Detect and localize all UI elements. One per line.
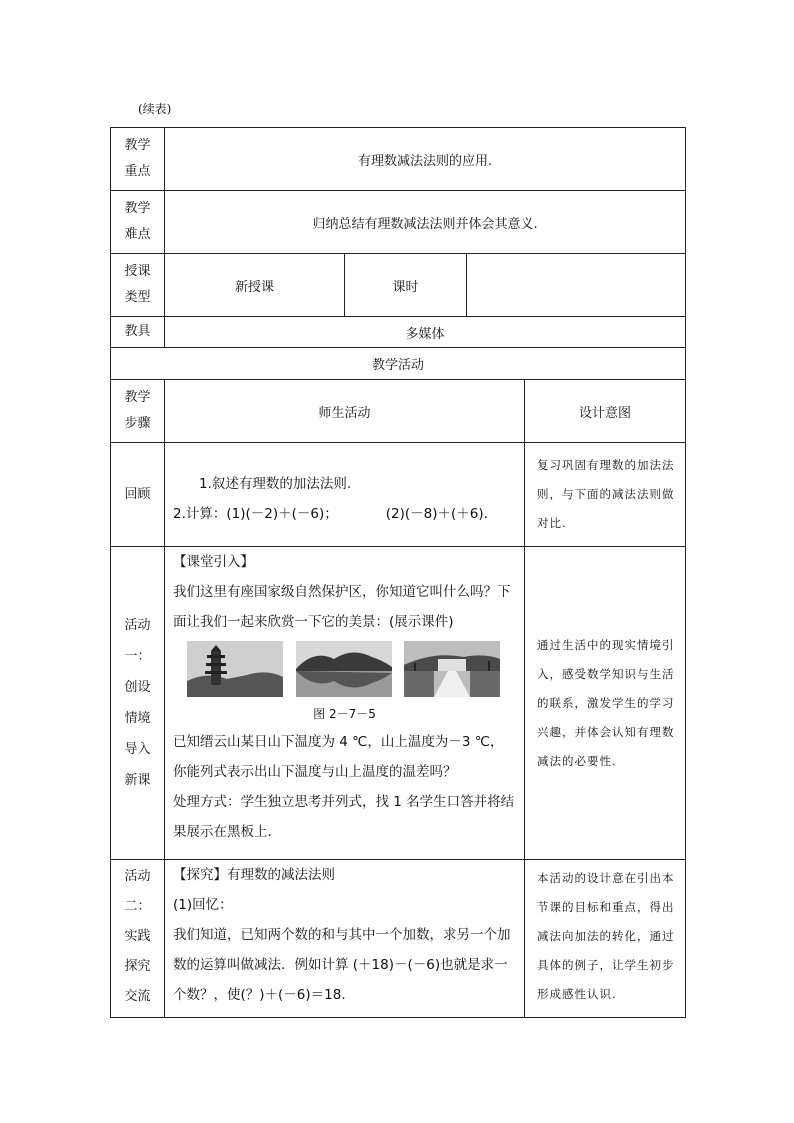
row-activities-header	[111, 348, 686, 380]
activity2-p1: (1)回忆：	[173, 897, 233, 913]
period-label: 课时	[345, 254, 467, 317]
activity2-intent: 本活动的设计意在引出本节课的目标和重点，得出减法向加法的转化，通过具体的例子，让学生初步形成感性认识.	[525, 860, 686, 1018]
key-point-label: 教学 重点	[111, 128, 165, 191]
activity1-content	[165, 547, 525, 860]
activity2-step: 活动 二： 实践 探究 交流	[111, 860, 165, 1018]
col-intent-header: 设计意图	[525, 380, 686, 443]
review-line1: 1.叙述有理数的加法法则.	[199, 475, 352, 492]
activity2-p2: 我们知道，已知两个数的和与其中一个加数，求另一个加数的运算叫做减法．例如计算 (＋18)－(－6)也就是求一个数？，使(？)＋(－6)＝18.	[173, 927, 511, 1003]
row-difficulty	[111, 191, 686, 254]
difficulty-value: 归纳总结有理数减法法则并体会其意义.	[165, 191, 686, 254]
lake-mountain-photo	[296, 641, 392, 697]
review-step: 回顾	[111, 443, 165, 547]
activity2-heading: 【探究】有理数的减法法则	[173, 867, 335, 883]
col-activity-header: 师生活动	[165, 380, 525, 443]
difficulty-label: 教学 难点	[111, 191, 165, 254]
lesson-type-value: 新授课	[165, 254, 345, 317]
review-content	[165, 443, 525, 547]
activity1-figure	[173, 637, 516, 701]
continued-label: (续表)	[138, 102, 172, 116]
activity1-step: 活动 一： 创设 情境 导入 新课	[111, 547, 165, 860]
row-key-point	[111, 128, 686, 191]
building-photo	[404, 641, 500, 697]
row-activity1	[111, 547, 686, 860]
activity2-content	[165, 860, 525, 1018]
figure-caption: 图 2－7－5	[313, 707, 376, 721]
col-step-header: 教学 步骤	[111, 380, 165, 443]
period-value	[467, 254, 686, 317]
key-point-value: 有理数减法法则的应用.	[165, 128, 686, 191]
row-review	[111, 443, 686, 547]
lesson-type-label: 授课 类型	[111, 254, 165, 317]
pagoda-photo	[187, 641, 283, 697]
lesson-plan-table	[110, 127, 686, 1018]
tools-value: 多媒体	[165, 317, 686, 348]
review-line2: 2.计算：(1)(－2)＋(－6)； (2)(－8)＋(＋6)．	[173, 505, 498, 522]
review-intent: 复习巩固有理数的加法法则，与下面的减法法则做对比.	[525, 443, 686, 547]
row-column-headers	[111, 380, 686, 443]
row-activity2	[111, 860, 686, 1018]
activities-header: 教学活动	[111, 348, 686, 380]
activity1-p2: 已知缙云山某日山下温度为 4 ℃，山上温度为－3 ℃，你能列式表示出山下温度与山上温度的温差吗？	[173, 734, 504, 780]
row-tools	[111, 317, 686, 348]
activity1-intent: 通过生活中的现实情境引入，感受数学知识与生活的联系，激发学生的学习兴趣，并体会认知有理数减法的必要性.	[525, 547, 686, 860]
activity1-heading: 【课堂引入】	[173, 554, 254, 570]
activity1-p1: 我们这里有座国家级自然保护区，你知道它叫什么吗？下面让我们一起来欣赏一下它的美景：(展示课件)	[173, 584, 511, 630]
activity1-p3: 处理方式：学生独立思考并列式，找 1 名学生口答并将结果展示在黑板上．	[173, 794, 515, 840]
row-lesson-type	[111, 254, 686, 317]
tools-label: 教具	[111, 317, 165, 348]
